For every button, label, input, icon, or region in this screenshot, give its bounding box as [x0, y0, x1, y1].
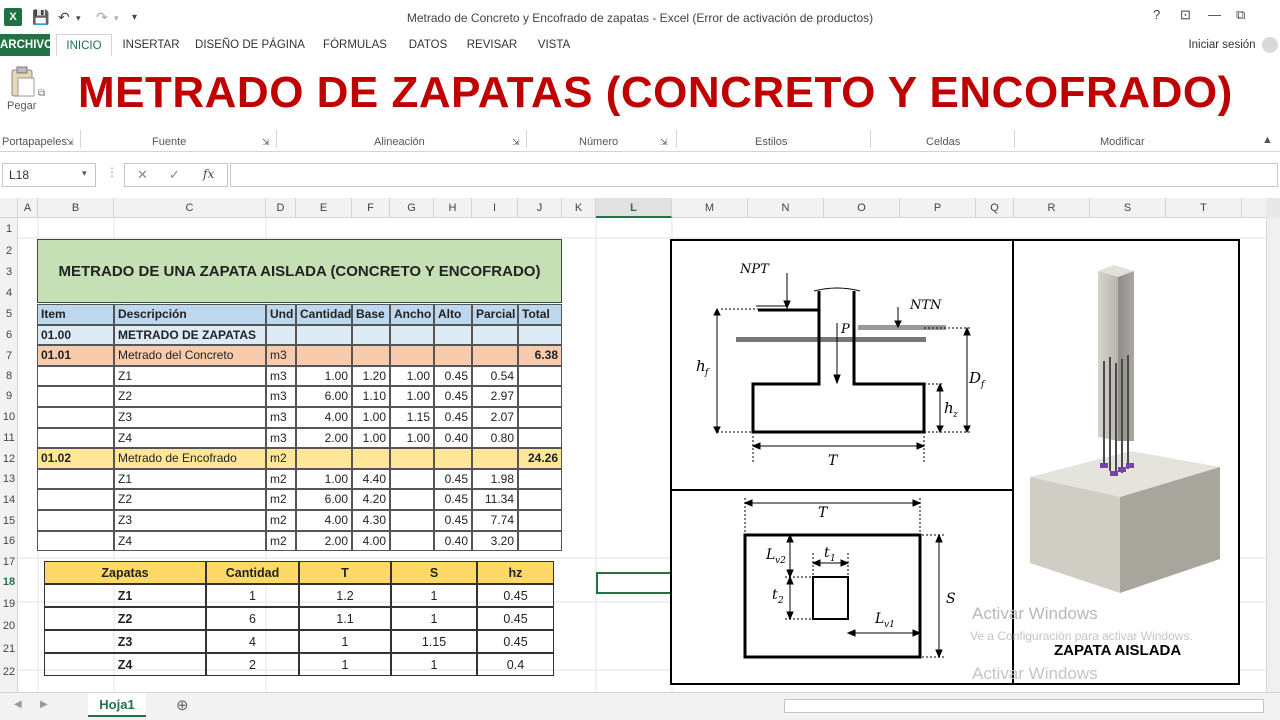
paste-button-label[interactable]: Pegar — [7, 100, 37, 112]
group-alineacion: Alineación — [374, 136, 425, 148]
redo-icon[interactable]: ↷ — [96, 9, 108, 25]
footing-3d-render — [1030, 265, 1220, 593]
table-cell[interactable]: 4.00 — [296, 510, 352, 531]
column-header[interactable]: B — [38, 198, 114, 218]
table-row — [44, 653, 554, 676]
table-cell[interactable]: 2.97 — [472, 386, 518, 407]
table-cell[interactable]: 0.80 — [472, 428, 518, 449]
zapatas-table — [44, 561, 554, 676]
table-cell[interactable]: Z1 — [114, 469, 266, 490]
zapatas-header-row — [44, 561, 554, 584]
column-header-cell[interactable]: Cantidad — [296, 304, 352, 325]
table-cell[interactable]: 1.15 — [390, 407, 434, 428]
table-cell[interactable] — [434, 325, 472, 346]
table-cell[interactable]: 11.34 — [472, 489, 518, 510]
column-header-cell[interactable]: Alto — [434, 304, 472, 325]
lv2-label: L — [766, 547, 776, 563]
table-cell[interactable]: 1.15 — [391, 630, 477, 653]
table-cell[interactable]: 0.45 — [434, 469, 472, 490]
plan-view — [745, 498, 944, 657]
table-cell[interactable]: 1.98 — [472, 469, 518, 490]
hz-subscript: z — [953, 410, 958, 420]
table-cell[interactable]: 1.2 — [299, 584, 391, 607]
sign-in-link[interactable]: Iniciar sesión — [1188, 39, 1256, 51]
excel-logo-icon: X — [4, 8, 22, 26]
table-cell[interactable]: 1.00 — [352, 407, 390, 428]
table-cell[interactable]: 2.00 — [296, 531, 352, 552]
table-row — [37, 448, 562, 469]
redo-dropdown-icon[interactable]: ▾ — [114, 13, 119, 23]
row-header[interactable]: 15 — [2, 515, 16, 527]
column-header[interactable]: M — [672, 198, 748, 218]
table-cell[interactable]: 1 — [391, 653, 477, 676]
table-cell[interactable]: 1 — [299, 630, 391, 653]
group-separator — [80, 130, 81, 148]
row-header[interactable]: 10 — [2, 411, 16, 423]
table-cell[interactable]: Z1 — [114, 366, 266, 387]
t-plan-label: T — [818, 505, 828, 521]
insert-function-icon[interactable]: fx — [203, 167, 215, 181]
banner-title: METRADO DE ZAPATAS (CONCRETO Y ENCOFRADO) — [78, 68, 1233, 117]
table-cell[interactable] — [390, 345, 434, 366]
table-cell[interactable]: 1 — [299, 653, 391, 676]
table-cell[interactable]: 01.01 — [37, 345, 114, 366]
save-icon[interactable]: 💾 — [32, 9, 50, 25]
table-cell[interactable]: 1 — [391, 584, 477, 607]
title-bar — [0, 0, 1280, 34]
row-header[interactable]: 3 — [5, 266, 13, 278]
column-headers — [0, 198, 1280, 218]
hf-label: h — [696, 357, 706, 375]
table-cell[interactable]: 0.54 — [472, 366, 518, 387]
column-header-cell[interactable]: Descripción — [114, 304, 266, 325]
table-cell[interactable] — [518, 510, 562, 531]
column-header[interactable]: N — [748, 198, 824, 218]
row-header[interactable]: 13 — [2, 473, 16, 485]
table-cell[interactable]: 4 — [206, 630, 299, 653]
table-cell[interactable]: m2 — [266, 531, 296, 552]
group-celdas: Celdas — [926, 136, 961, 148]
table-cell[interactable]: 1.00 — [352, 428, 390, 449]
table-cell[interactable]: Z2 — [114, 489, 266, 510]
table-cell[interactable] — [472, 345, 518, 366]
table-cell[interactable] — [518, 531, 562, 552]
table-cell[interactable]: m3 — [266, 407, 296, 428]
row-header[interactable]: 14 — [2, 494, 16, 506]
group-fuente: Fuente — [152, 136, 187, 148]
table-cell[interactable]: 1.00 — [390, 386, 434, 407]
table-cell[interactable] — [390, 531, 434, 552]
table-row — [37, 510, 562, 531]
table-cell[interactable] — [352, 345, 390, 366]
table-cell[interactable] — [37, 386, 114, 407]
vertical-scrollbar[interactable] — [1266, 218, 1280, 692]
table-cell[interactable] — [472, 448, 518, 469]
table-cell[interactable] — [518, 489, 562, 510]
table-cell[interactable]: 1 — [391, 607, 477, 630]
table-cell[interactable]: 0.40 — [434, 428, 472, 449]
table-row — [37, 428, 562, 449]
table-cell[interactable]: 1.00 — [296, 469, 352, 490]
tab-archivo[interactable]: ARCHIVO — [0, 34, 50, 56]
cancel-icon[interactable]: ✕ — [137, 167, 148, 182]
prev-sheet-icon[interactable]: ◀ — [14, 699, 22, 710]
tab-diseno-pagina[interactable]: DISEÑO DE PÁGINA — [195, 39, 305, 51]
df-subscript: f — [981, 380, 985, 390]
column-header-cell[interactable]: Zapatas — [44, 561, 206, 584]
fuente-launcher-icon[interactable]: ⇲ — [262, 137, 270, 147]
row-header[interactable]: 17 — [2, 556, 16, 568]
table-cell[interactable]: m3 — [266, 428, 296, 449]
column-header[interactable]: E — [296, 198, 352, 218]
collapse-ribbon-icon[interactable]: ▲ — [1262, 134, 1273, 146]
table-row — [37, 407, 562, 428]
table-cell[interactable]: 7.74 — [472, 510, 518, 531]
table-cell[interactable]: Z2 — [114, 386, 266, 407]
copy-icon[interactable]: ⧉ — [38, 88, 46, 99]
row-header[interactable]: 12 — [2, 453, 16, 465]
tab-vista[interactable]: VISTA — [537, 39, 571, 51]
table-cell[interactable] — [37, 407, 114, 428]
ribbon-body — [0, 56, 1280, 152]
table-cell[interactable]: m3 — [266, 345, 296, 366]
tab-datos[interactable]: DATOS — [408, 39, 448, 51]
hz-label: h — [944, 399, 954, 417]
footing-diagram — [670, 239, 1240, 685]
table-cell[interactable]: 01.02 — [37, 448, 114, 469]
t2-label: t — [772, 587, 778, 603]
table-cell[interactable]: 6.00 — [296, 386, 352, 407]
main-table-title: METRADO DE UNA ZAPATA AISLADA (CONCRETO Y ENCOFRADO) — [37, 239, 562, 303]
portapapeles-launcher-icon[interactable]: ⇲ — [66, 137, 74, 147]
table-row — [37, 469, 562, 490]
row-header[interactable]: 22 — [2, 666, 16, 678]
table-cell[interactable]: 4.00 — [352, 531, 390, 552]
column-header-cell[interactable]: Ancho — [390, 304, 434, 325]
footing-diagram-svg — [672, 241, 1238, 683]
table-cell[interactable]: 0.45 — [434, 386, 472, 407]
table-cell[interactable] — [390, 325, 434, 346]
table-cell[interactable] — [390, 489, 434, 510]
row-header[interactable]: 21 — [2, 643, 16, 655]
column-header-cell[interactable]: Total — [518, 304, 562, 325]
table-cell[interactable]: 1 — [206, 584, 299, 607]
row-header[interactable]: 2 — [5, 245, 13, 257]
activation-watermark-title-repeat: Activar Windows — [972, 664, 1098, 683]
column-header[interactable]: F — [352, 198, 390, 218]
table-cell[interactable]: 4.00 — [296, 407, 352, 428]
table-cell[interactable]: 0.45 — [434, 489, 472, 510]
table-cell[interactable]: 2.07 — [472, 407, 518, 428]
table-cell[interactable]: 0.45 — [477, 584, 554, 607]
table-cell[interactable]: Metrado de Encofrado — [114, 448, 266, 469]
column-header-cell[interactable]: Und — [266, 304, 296, 325]
table-cell[interactable]: m2 — [266, 469, 296, 490]
ntn-label: NTN — [910, 298, 942, 313]
row-header[interactable]: 20 — [2, 620, 16, 632]
diagram-caption: ZAPATA AISLADA — [1054, 642, 1182, 659]
table-row — [37, 489, 562, 510]
t2-subscript: 2 — [778, 596, 784, 606]
column-header[interactable]: C — [114, 198, 266, 218]
table-cell[interactable]: Z3 — [114, 510, 266, 531]
table-cell[interactable]: 1.00 — [296, 366, 352, 387]
table-row — [37, 386, 562, 407]
table-cell[interactable] — [296, 325, 352, 346]
group-estilos: Estilos — [755, 136, 788, 148]
table-cell[interactable]: Metrado del Concreto — [114, 345, 266, 366]
group-portapapeles: Portapapeles — [2, 136, 67, 148]
sheet-tab-hoja1[interactable]: Hoja1 — [88, 693, 146, 717]
enter-icon[interactable]: ✓ — [169, 167, 180, 182]
minimize-button[interactable]: — — [1208, 7, 1221, 22]
lv1-label: L — [875, 611, 885, 627]
table-cell[interactable]: 0.45 — [434, 510, 472, 531]
scroll-up-icon[interactable] — [1266, 198, 1280, 218]
table-cell[interactable] — [518, 469, 562, 490]
row-header[interactable]: 7 — [5, 350, 13, 362]
table-cell[interactable]: m3 — [266, 386, 296, 407]
row-header[interactable]: 6 — [5, 329, 13, 341]
t1-subscript: 1 — [830, 554, 836, 564]
table-cell[interactable]: 1.00 — [390, 366, 434, 387]
table-row — [44, 584, 554, 607]
lv1-subscript: v1 — [884, 620, 895, 630]
table-cell[interactable]: m3 — [266, 366, 296, 387]
column-header-cell[interactable]: Parcial — [472, 304, 518, 325]
table-cell[interactable] — [434, 345, 472, 366]
formula-bar-grip-icon: ⋮ — [106, 165, 118, 179]
table-cell[interactable]: 4.20 — [352, 489, 390, 510]
main-table — [37, 304, 562, 551]
undo-icon[interactable]: ↶ — [58, 9, 70, 25]
group-numero: Número — [579, 136, 619, 148]
undo-dropdown-icon[interactable]: ▾ — [76, 13, 81, 23]
customize-toolbar-icon[interactable]: ▾ — [132, 12, 138, 23]
table-cell[interactable] — [390, 448, 434, 469]
tab-insertar[interactable]: INSERTAR — [122, 39, 180, 51]
column-header[interactable]: H — [434, 198, 472, 218]
activation-watermark-title: Activar Windows — [972, 604, 1098, 623]
name-box[interactable]: L18 — [2, 163, 96, 187]
table-cell[interactable]: 0.45 — [434, 366, 472, 387]
user-avatar-icon[interactable] — [1262, 37, 1278, 53]
row-header[interactable]: 8 — [5, 370, 13, 382]
group-modificar: Modificar — [1100, 136, 1145, 148]
table-cell[interactable]: 1.00 — [390, 428, 434, 449]
row-header-selected[interactable]: 18 — [2, 576, 16, 588]
table-cell[interactable] — [37, 469, 114, 490]
table-cell[interactable]: 2.00 — [296, 428, 352, 449]
column-header[interactable]: T — [1166, 198, 1242, 218]
tab-inicio[interactable]: INICIO — [56, 34, 112, 56]
tab-formulas[interactable]: FÓRMULAS — [323, 39, 387, 51]
table-cell[interactable] — [37, 489, 114, 510]
column-header-selected[interactable]: L — [596, 198, 672, 218]
table-cell[interactable]: Z4 — [114, 531, 266, 552]
table-cell[interactable]: 0.4 — [477, 653, 554, 676]
table-cell[interactable]: 4.40 — [352, 469, 390, 490]
table-cell[interactable]: m2 — [266, 448, 296, 469]
table-cell[interactable] — [390, 510, 434, 531]
table-row — [44, 630, 554, 653]
table-row — [37, 325, 562, 346]
table-cell[interactable] — [37, 428, 114, 449]
table-cell[interactable]: 1.20 — [352, 366, 390, 387]
row-header[interactable]: 11 — [3, 432, 15, 444]
table-cell[interactable] — [390, 469, 434, 490]
column-header[interactable]: D — [266, 198, 296, 218]
table-cell[interactable]: Z3 — [114, 407, 266, 428]
t-width-label: T — [828, 453, 838, 469]
row-header[interactable]: 1 — [5, 223, 13, 235]
table-cell[interactable] — [37, 531, 114, 552]
restore-button[interactable]: ⧉ — [1236, 7, 1246, 22]
table-cell[interactable] — [518, 325, 562, 346]
formula-buttons — [124, 163, 228, 187]
column-header-cell[interactable]: T — [299, 561, 391, 584]
next-sheet-icon[interactable]: ▶ — [40, 699, 48, 710]
table-cell[interactable]: 0.45 — [477, 630, 554, 653]
table-cell[interactable] — [518, 386, 562, 407]
row-headers — [0, 218, 18, 692]
table-row — [37, 345, 562, 366]
table-cell[interactable]: 0.40 — [434, 531, 472, 552]
table-cell[interactable]: 4.30 — [352, 510, 390, 531]
table-cell[interactable] — [266, 325, 296, 346]
table-cell[interactable]: 2 — [206, 653, 299, 676]
table-cell[interactable]: 6.38 — [518, 345, 562, 366]
df-label: D — [969, 369, 982, 387]
activation-watermark-subtitle: Ve a Configuración para activar Windows. — [970, 629, 1193, 643]
table-cell[interactable]: 0.45 — [477, 607, 554, 630]
column-header-cell[interactable]: Base — [352, 304, 390, 325]
help-icon[interactable]: ? — [1153, 7, 1161, 22]
table-row — [44, 607, 554, 630]
table-cell[interactable] — [472, 325, 518, 346]
group-separator — [870, 130, 871, 148]
sheet-tabs-bar — [0, 692, 1280, 720]
table-cell[interactable]: 1.10 — [352, 386, 390, 407]
table-cell[interactable]: Z2 — [44, 607, 206, 630]
table-cell[interactable]: m2 — [266, 489, 296, 510]
table-cell[interactable] — [352, 325, 390, 346]
add-sheet-icon[interactable]: ⊕ — [176, 697, 189, 714]
numero-launcher-icon[interactable]: ⇲ — [660, 137, 668, 147]
column-header[interactable]: S — [1090, 198, 1166, 218]
column-header-cell[interactable]: Cantidad — [206, 561, 299, 584]
table-cell[interactable] — [518, 407, 562, 428]
tab-revisar[interactable]: REVISAR — [466, 39, 518, 51]
table-cell[interactable]: Z3 — [44, 630, 206, 653]
ribbon-tabs — [0, 34, 1280, 56]
formula-bar — [0, 160, 1280, 190]
window-title: Metrado de Concreto y Encofrado de zapatas - Excel (Error de activación de productos) — [406, 11, 874, 25]
table-cell[interactable]: Z4 — [44, 653, 206, 676]
table-row — [37, 531, 562, 552]
column-header[interactable]: A — [18, 198, 38, 218]
table-cell[interactable]: 24.26 — [518, 448, 562, 469]
column-header[interactable]: J — [518, 198, 562, 218]
alineacion-launcher-icon[interactable]: ⇲ — [512, 137, 520, 147]
table-cell[interactable] — [37, 510, 114, 531]
group-separator — [276, 130, 277, 148]
t1-label: t — [824, 545, 830, 561]
row-header[interactable]: 19 — [2, 598, 16, 610]
column-header-cell[interactable]: S — [391, 561, 477, 584]
table-cell[interactable]: 6.00 — [296, 489, 352, 510]
table-cell[interactable]: 01.00 — [37, 325, 114, 346]
group-separator — [676, 130, 677, 148]
table-cell[interactable]: 0.45 — [434, 407, 472, 428]
group-separator — [526, 130, 527, 148]
npt-label: NPT — [740, 262, 769, 277]
clipboard-icon[interactable] — [8, 66, 36, 98]
row-header[interactable]: 4 — [5, 287, 13, 299]
column-header[interactable]: G — [390, 198, 434, 218]
table-cell[interactable] — [352, 448, 390, 469]
lv2-subscript: v2 — [775, 556, 786, 566]
table-cell[interactable] — [434, 448, 472, 469]
selected-cell[interactable] — [596, 572, 672, 594]
table-row — [37, 366, 562, 387]
column-header[interactable]: R — [1014, 198, 1090, 218]
horizontal-scrollbar[interactable] — [784, 699, 1264, 713]
column-header[interactable]: K — [562, 198, 596, 218]
row-header[interactable]: 5 — [5, 308, 13, 320]
column-header[interactable]: Q — [976, 198, 1014, 218]
table-cell[interactable] — [296, 345, 352, 366]
table-cell[interactable]: 3.20 — [472, 531, 518, 552]
load-p-label: P — [841, 322, 850, 337]
table-cell[interactable]: 1.1 — [299, 607, 391, 630]
s-label: S — [946, 591, 956, 607]
column-header[interactable]: O — [824, 198, 900, 218]
column-header-cell[interactable]: Item — [37, 304, 114, 325]
row-header[interactable]: 16 — [2, 535, 16, 547]
table-cell[interactable]: m2 — [266, 510, 296, 531]
column-header[interactable]: I — [472, 198, 518, 218]
formula-input[interactable] — [230, 163, 1278, 187]
table-cell[interactable] — [37, 366, 114, 387]
name-box-dropdown-icon[interactable]: ▾ — [82, 168, 87, 178]
table-cell[interactable] — [296, 448, 352, 469]
table-cell[interactable]: 6 — [206, 607, 299, 630]
row-header[interactable]: 9 — [5, 390, 13, 402]
table-cell[interactable]: Z4 — [114, 428, 266, 449]
column-header[interactable]: P — [900, 198, 976, 218]
table-cell[interactable]: METRADO DE ZAPATAS — [114, 325, 266, 346]
main-table-header-row — [37, 304, 562, 325]
table-cell[interactable] — [518, 366, 562, 387]
select-all-corner[interactable] — [0, 198, 18, 218]
column-header-cell[interactable]: hz — [477, 561, 554, 584]
group-separator — [1014, 130, 1015, 148]
table-cell[interactable]: Z1 — [44, 584, 206, 607]
hf-subscript: f — [705, 368, 709, 378]
table-cell[interactable] — [518, 428, 562, 449]
ribbon-display-icon[interactable]: ⊡ — [1180, 7, 1191, 22]
